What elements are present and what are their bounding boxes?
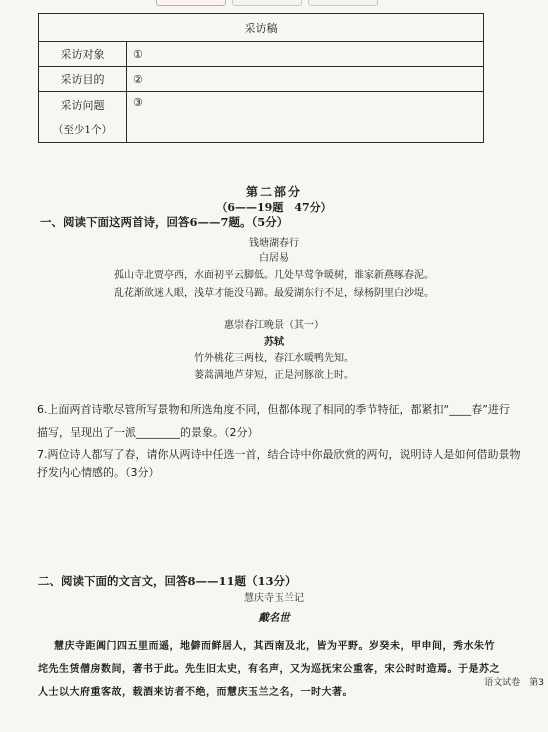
poem2-line: 蒌蒿满地芦芽短，正是河豚欲上时。 — [194, 370, 354, 381]
poem1-line: 乱花渐欲迷人眼，浅草才能没马蹄。最爱湖东行不足，绿杨阴里白沙堤。 — [114, 288, 434, 299]
row-label-questions-main: 采访问题 — [60, 99, 105, 112]
section2-heading: 二、阅读下面的文言文，回答8——11题（13分） — [38, 574, 297, 588]
question-7-line1: 7.两位诗人都写了春，请你从两诗中任选一首，结合诗中你最欣赏的两句，说明诗人是如何借助景物 — [37, 448, 521, 461]
poem2-title: 惠崇春江晚景（其一） — [224, 320, 324, 331]
table-row — [39, 67, 484, 92]
page-footer: 语文试卷 第3 — [484, 678, 544, 688]
poem2-line: 竹外桃花三两枝，春江水暖鸭先知。 — [194, 353, 354, 364]
top-tab — [232, 0, 302, 6]
essay-author: 戴名世 — [258, 612, 290, 624]
question-6-line2: 描写，呈现出了一派________的景象。（2分） — [37, 426, 259, 439]
table-row — [39, 42, 484, 67]
interview-table-header: 采访稿 — [39, 14, 484, 42]
row-value-subject: ① — [127, 42, 484, 67]
top-tab-strip — [156, 0, 378, 6]
row-label-subject: 采访对象 — [39, 42, 127, 67]
row-value-questions: ③ — [127, 92, 484, 143]
essay-line: 垞先生赁僧房数间，著书于此。先生旧太史，有名声，又为巡抚宋公重客，宋公时时造焉。于是苏之 — [38, 664, 500, 675]
part-range: （6——19题 47分） — [216, 201, 332, 214]
row-label-questions-sub: （至少1个） — [52, 124, 113, 136]
essay-line: 人士以大府重客故，载酒来访者不绝，而慧庆玉兰之名，一时大著。 — [38, 687, 353, 698]
poem1-title: 钱塘湖春行 — [249, 238, 299, 249]
poem2-author: 苏轼 — [264, 337, 284, 348]
section1-heading: 一、阅读下面这两首诗，回答6——7题。（5分） — [40, 215, 289, 229]
top-tab — [156, 0, 226, 6]
table-row — [39, 92, 484, 143]
poem1-author: 白居易 — [259, 253, 289, 264]
row-label-purpose: 采访目的 — [39, 67, 127, 92]
essay-title: 慧庆寺玉兰记 — [244, 593, 304, 604]
top-tab — [308, 0, 378, 6]
poem1-line: 孤山寺北贾亭西，水面初平云脚低。几处早莺争暖树，谁家新燕啄春泥。 — [114, 270, 434, 281]
interview-table — [38, 13, 484, 143]
row-value-purpose: ② — [127, 67, 484, 92]
question-7-line2: 抒发内心情感的。（3分） — [37, 466, 160, 479]
row-label-questions — [39, 92, 127, 143]
part-title: 第二部分 — [245, 185, 302, 199]
essay-line: 慧庆寺距阊门四五里而遥，地僻而鲜居人，其西南及北，皆为平野。岁癸未，甲申间，秀水朱竹 — [54, 641, 495, 652]
question-6-line1: 6.上面两首诗歌尽管所写景物和所选角度不同，但都体现了相同的季节特征，都紧扣“____春”进行 — [37, 403, 510, 416]
